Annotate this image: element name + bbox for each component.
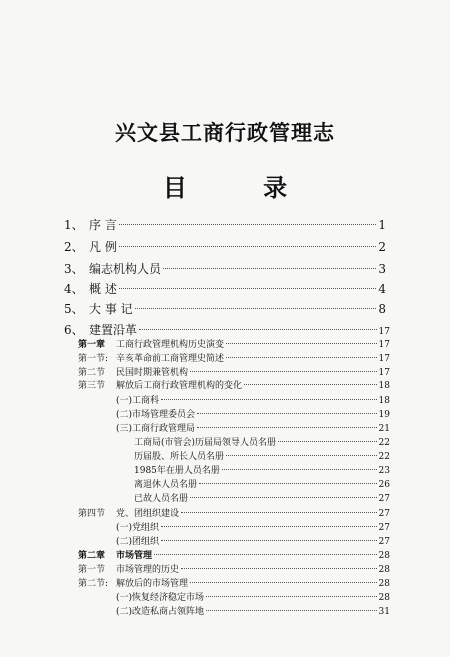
entry-number: 3、 <box>64 262 84 276</box>
dot-leader <box>135 308 377 309</box>
entry-page: 27 <box>378 509 390 519</box>
entry-page: 2 <box>378 240 386 254</box>
dot-leader <box>161 526 377 527</box>
toc-main-entry <box>64 280 386 297</box>
entry-page: 19 <box>378 410 390 420</box>
entry-label: 已故人员名册 <box>134 494 189 504</box>
entry-page: 28 <box>378 551 390 561</box>
entry-page: 22 <box>378 452 390 462</box>
entry-number: 1、 <box>64 218 84 232</box>
toc-item-entry <box>134 491 390 504</box>
entry-page: 17 <box>378 340 390 350</box>
entry-number: 2、 <box>64 240 84 254</box>
entry-label: 民国时期兼管机构 <box>116 368 189 378</box>
entry-page: 23 <box>378 466 390 476</box>
dot-leader <box>139 329 377 330</box>
entry-label: 工商局(市管会)历届局领导人员名册 <box>134 438 277 448</box>
dot-leader <box>154 554 377 555</box>
entry-number: 第一章 <box>78 340 106 350</box>
entry-number: 4、 <box>64 282 84 296</box>
dot-leader <box>163 268 376 269</box>
entry-label: 解放后工商行政管理机构的变化 <box>116 381 243 391</box>
toc-section-entry <box>78 576 390 589</box>
entry-label: 党、团组织建设 <box>116 509 180 519</box>
toc-item-entry <box>134 477 390 490</box>
dot-leader <box>222 469 377 470</box>
entry-number: 6、 <box>64 323 84 337</box>
dot-leader <box>119 288 377 289</box>
entry-page: 8 <box>378 302 386 316</box>
entry-label: 序 言 <box>89 218 117 232</box>
entry-label: 建置沿革 <box>89 323 138 337</box>
entry-page: 17 <box>378 354 390 364</box>
entry-label: (三)工商行政管理局 <box>116 424 196 434</box>
entry-number: 第一节: <box>78 354 109 364</box>
entry-page: 4 <box>378 282 386 296</box>
entry-page: 31 <box>378 607 390 617</box>
toc-section-entry <box>78 351 390 364</box>
entry-number: 第三节 <box>78 381 106 391</box>
entry-page: 1 <box>378 218 386 232</box>
toc-section-entry <box>78 365 390 378</box>
entry-label: 概 述 <box>89 282 117 296</box>
toc-item-entry <box>116 520 390 533</box>
entry-page: 27 <box>378 537 390 547</box>
entry-page: 22 <box>378 438 390 448</box>
entry-label: 市场管理 <box>116 551 153 561</box>
toc-chapter-entry <box>78 548 390 561</box>
entry-label: 大 事 记 <box>89 302 133 316</box>
entry-label: (二)市场管理委员会 <box>116 410 196 420</box>
entry-label: 解放后的市场管理 <box>116 579 189 589</box>
toc-section-entry <box>78 562 390 575</box>
dot-leader <box>119 224 377 225</box>
dot-leader <box>181 568 377 569</box>
entry-label: 编志机构人员 <box>89 262 162 276</box>
entry-page: 17 <box>378 368 390 378</box>
entry-page: 28 <box>378 593 390 603</box>
dot-leader <box>190 497 377 498</box>
dot-leader <box>226 357 377 358</box>
entry-page: 21 <box>378 424 390 434</box>
toc-item-entry <box>116 604 390 617</box>
dot-leader <box>226 455 377 456</box>
dot-leader <box>190 371 377 372</box>
toc-main-entry <box>64 216 386 233</box>
entry-page: 18 <box>378 396 390 406</box>
entry-label: (一)恢复经济稳定市场 <box>116 593 205 603</box>
toc-item-entry <box>134 463 390 476</box>
toc-heading: 目 录 <box>162 173 322 202</box>
entry-label: 凡 例 <box>89 240 117 254</box>
toc-item-entry <box>134 435 390 448</box>
entry-label: 工商行政管理机构历史演变 <box>116 340 225 350</box>
entry-page: 27 <box>378 523 390 533</box>
dot-leader <box>206 596 377 597</box>
dot-leader <box>199 483 377 484</box>
entry-label: 离退休人员名册 <box>134 480 198 490</box>
toc-item-entry <box>116 393 390 406</box>
entry-label: 1985年在册人员名册 <box>134 466 220 476</box>
toc-main-entry <box>64 238 386 255</box>
entry-label: (二)改造私商占领阵地 <box>116 607 205 617</box>
entry-page: 28 <box>378 565 390 575</box>
entry-number: 第四节 <box>78 509 106 519</box>
toc-chapter-entry <box>78 337 390 350</box>
entry-page: 18 <box>378 381 390 391</box>
entry-page: 3 <box>378 262 386 276</box>
dot-leader <box>226 343 377 344</box>
entry-page: 27 <box>378 494 390 504</box>
toc-item-entry <box>116 590 390 603</box>
entry-page: 28 <box>378 579 390 589</box>
dot-leader <box>278 441 377 442</box>
dot-leader <box>119 246 377 247</box>
toc-item-entry <box>116 534 390 547</box>
entry-number: 第一节 <box>78 565 106 575</box>
toc-item-entry <box>134 449 390 462</box>
dot-leader <box>197 427 377 428</box>
entry-number: 第二节: <box>78 579 109 589</box>
toc-item-entry <box>116 407 390 420</box>
dot-leader <box>161 540 377 541</box>
entry-label: (一)党组织 <box>116 523 160 533</box>
toc-section-entry <box>78 378 390 391</box>
toc-main-entry <box>64 321 390 338</box>
dot-leader <box>206 610 377 611</box>
entry-page: 26 <box>378 480 390 490</box>
entry-label: 辛亥革命前工商管理史简述 <box>116 354 225 364</box>
dot-leader <box>244 384 377 385</box>
toc-main-entry <box>64 300 386 317</box>
dot-leader <box>161 399 377 400</box>
entry-page: 17 <box>378 327 390 337</box>
dot-leader <box>197 413 377 414</box>
toc-main-entry <box>64 260 386 277</box>
entry-number: 第二章 <box>78 551 106 561</box>
entry-label: 市场管理的历史 <box>116 565 180 575</box>
dot-leader <box>190 582 377 583</box>
toc-item-entry <box>116 421 390 434</box>
entry-number: 5、 <box>64 302 84 316</box>
entry-label: 历届股、所长人员名册 <box>134 452 225 462</box>
entry-number: 第二节 <box>78 368 106 378</box>
entry-label: (一)工商科 <box>116 396 160 406</box>
page-title: 兴文县工商行政管理志 <box>115 120 335 145</box>
toc-section-entry <box>78 506 390 519</box>
entry-label: (二)团组织 <box>116 537 160 547</box>
dot-leader <box>181 512 377 513</box>
